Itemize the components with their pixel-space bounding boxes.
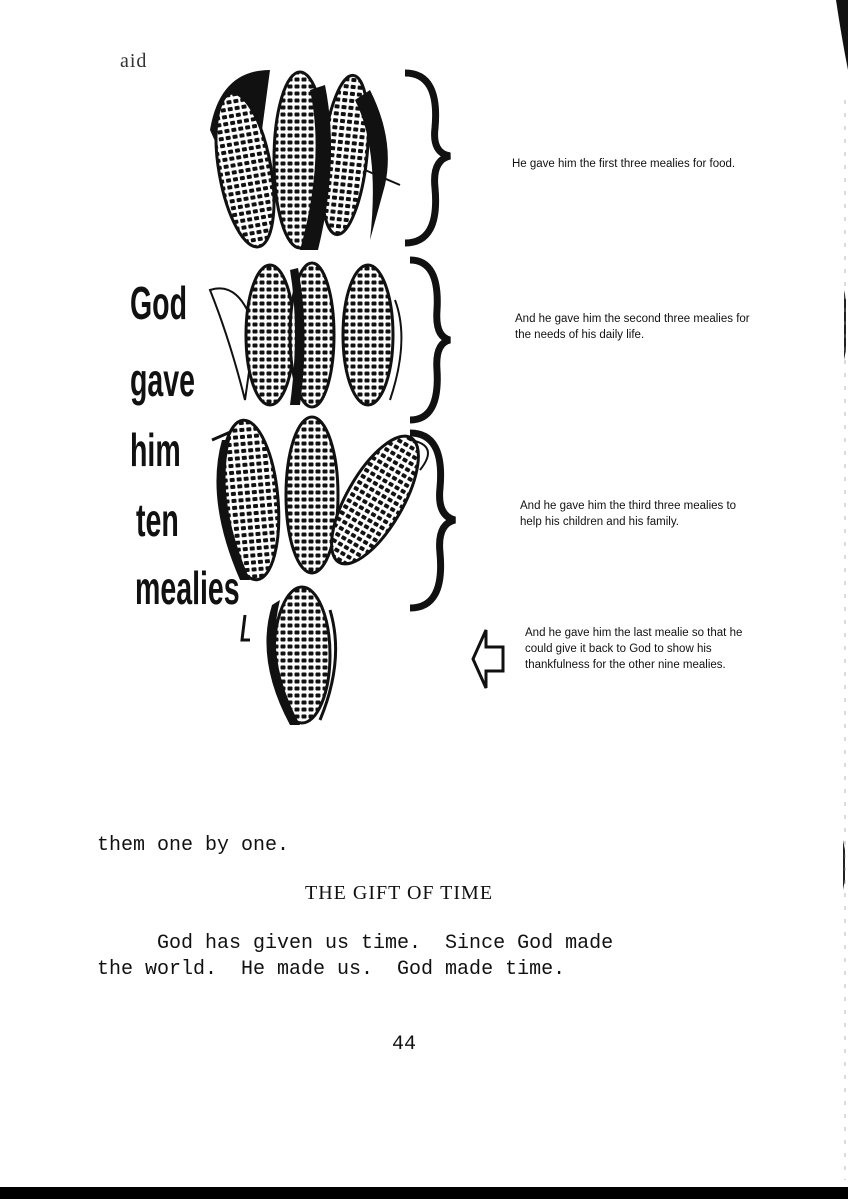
caption-group-2: And he gave him the second three mealies for the needs of his daily life. xyxy=(515,313,750,341)
title-word-him: him xyxy=(130,424,181,476)
bleed-through-fragment: aid xyxy=(120,50,148,72)
title-word-gave: gave xyxy=(130,354,196,406)
paragraph-line-1: God has given us time. Since God made xyxy=(97,932,614,955)
caption-group-4: And he gave him the last mealie so that he could give it back to God to show his thankfulness for the other nine mealies. xyxy=(525,627,743,671)
caption-group-1: He gave him the first three mealies for food. xyxy=(512,158,736,170)
page-number: 44 xyxy=(392,1033,417,1056)
mealie-group-2 xyxy=(210,263,401,407)
title-word-god: God xyxy=(130,277,188,329)
scan-edge-bottom xyxy=(0,1187,848,1199)
scan-edge-right xyxy=(822,0,848,1199)
arrow-left-icon xyxy=(470,627,506,691)
brace-group-1 xyxy=(400,68,460,248)
brace-group-3 xyxy=(405,428,465,613)
brace-group-2 xyxy=(405,255,465,425)
mealie-group-1 xyxy=(206,70,400,251)
continuation-line: them one by one. xyxy=(97,834,290,857)
caption-group-3: And he gave him the third three mealies to help his children and his family. xyxy=(520,500,737,528)
mealie-group-3 xyxy=(212,417,435,582)
mealie-last xyxy=(242,587,336,725)
paragraph-line-2: the world. He made us. God made time. xyxy=(97,958,566,981)
title-word-mealies: mealies xyxy=(135,562,240,614)
title-word-ten: ten xyxy=(136,494,179,546)
section-heading: THE GIFT OF TIME xyxy=(305,882,494,904)
